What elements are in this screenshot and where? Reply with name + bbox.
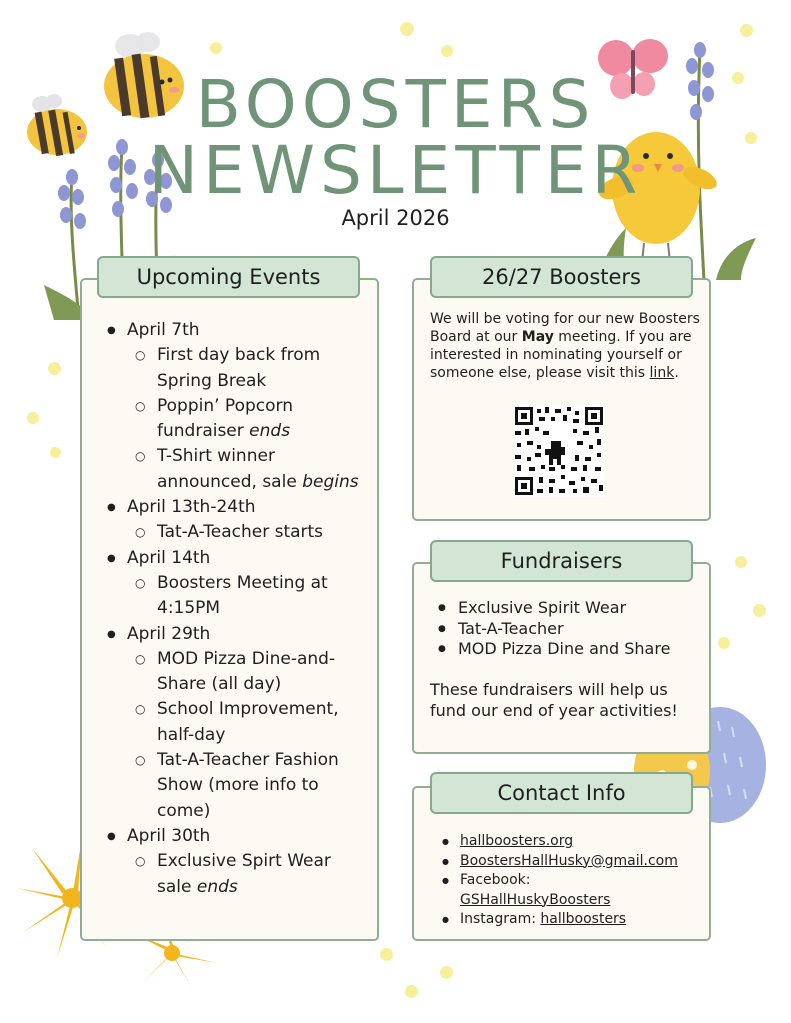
website-link[interactable]: hallboosters.org	[460, 833, 574, 849]
facebook-label: Facebook:	[460, 872, 531, 888]
qr-code-icon[interactable]	[513, 405, 605, 497]
event-detail	[135, 571, 370, 622]
decor-dot	[753, 604, 766, 617]
fundraisers-note: These fundraisers will help us fund our end of year activities!	[430, 680, 678, 720]
event-detail	[135, 394, 370, 445]
decor-dot	[740, 24, 753, 37]
event-date: April 29th	[127, 623, 211, 644]
instagram-label: Instagram:	[460, 911, 536, 927]
event-detail-text: Exclusive Spirt Wear sale	[157, 851, 331, 897]
decor-dot	[735, 556, 747, 568]
event-item	[105, 495, 370, 546]
event-detail	[135, 444, 370, 495]
event-detail	[135, 343, 370, 394]
event-detail	[135, 697, 370, 748]
event-item	[105, 546, 370, 622]
event-detail-text: First day back from Spring Break	[157, 345, 321, 391]
email-link[interactable]: BoostersHallHusky@gmail.com	[460, 852, 678, 869]
event-item	[105, 622, 370, 824]
event-detail	[135, 520, 370, 545]
upcoming-events-heading: Upcoming Events	[97, 256, 360, 298]
decor-dot	[210, 42, 222, 54]
decor-dot	[27, 412, 39, 424]
fundraisers-list	[430, 598, 700, 660]
boosters-text-part: meeting. If you are interested in nominating yourself or someone else, please visit this	[430, 329, 692, 381]
event-detail-emphasis: begins	[302, 471, 359, 492]
decor-dot	[405, 985, 418, 998]
fundraiser-item: ● MOD Pizza Dine and Share	[430, 639, 700, 660]
contact-heading: Contact Info	[430, 772, 693, 814]
event-detail-text: Tat-A-Teacher Fashion Show (more info to come)	[157, 750, 339, 821]
nomination-link[interactable]: link	[649, 365, 675, 381]
boosters-text-bold: May	[521, 329, 554, 345]
contact-item-facebook	[442, 871, 702, 910]
newsletter-title-line1: BOOSTERS	[195, 66, 596, 143]
event-detail	[135, 849, 370, 900]
decor-dot	[718, 637, 730, 649]
contact-item-email	[442, 852, 702, 872]
decor-dot	[48, 362, 61, 375]
decor-dot	[380, 948, 393, 961]
decor-dot	[440, 966, 453, 979]
event-detail-emphasis: ends	[249, 421, 291, 442]
event-date: April 13th-24th	[127, 497, 256, 518]
instagram-link[interactable]: hallboosters	[540, 911, 627, 927]
event-item	[105, 824, 370, 900]
event-detail-text: School Improvement, half-day	[157, 699, 339, 745]
decor-dot	[50, 447, 61, 458]
newsletter-title-line2: NEWSLETTER	[148, 132, 643, 209]
boosters-text-part: We will be voting for our new Boosters Board at our	[430, 311, 700, 345]
boosters-text-end: .	[674, 365, 679, 381]
event-detail-text: Tat-A-Teacher starts	[157, 522, 324, 543]
event-date: April 30th	[127, 825, 211, 846]
boosters-board-text	[430, 310, 700, 382]
newsletter-date: April 2026	[341, 206, 450, 230]
events-list	[105, 318, 370, 900]
contact-item-website	[442, 832, 702, 852]
event-item	[105, 318, 370, 495]
decor-dot	[441, 45, 453, 57]
contact-list	[442, 832, 702, 930]
fundraiser-item: ● Exclusive Spirit Wear	[430, 598, 700, 619]
event-date: April 7th	[127, 320, 200, 340]
fundraiser-item: ● Tat-A-Teacher	[430, 619, 700, 640]
boosters-board-heading: 26/27 Boosters	[430, 256, 693, 298]
event-detail-text: Poppin’ Popcorn fundraiser	[157, 395, 293, 442]
event-detail-emphasis: ends	[196, 876, 238, 897]
event-date: April 14th	[127, 547, 211, 568]
contact-item-instagram	[442, 910, 702, 930]
event-detail	[135, 647, 370, 698]
event-detail-text: MOD Pizza Dine-and-Share (all day)	[157, 648, 336, 695]
event-detail	[135, 748, 370, 824]
event-detail-text: T-Shirt winner announced, sale	[157, 446, 297, 492]
decor-dot	[400, 22, 414, 36]
fundraisers-heading: Fundraisers	[430, 540, 693, 582]
facebook-link[interactable]: GSHallHuskyBoosters	[460, 891, 611, 908]
event-detail-text: Boosters Meeting at 4:15PM	[157, 572, 328, 619]
